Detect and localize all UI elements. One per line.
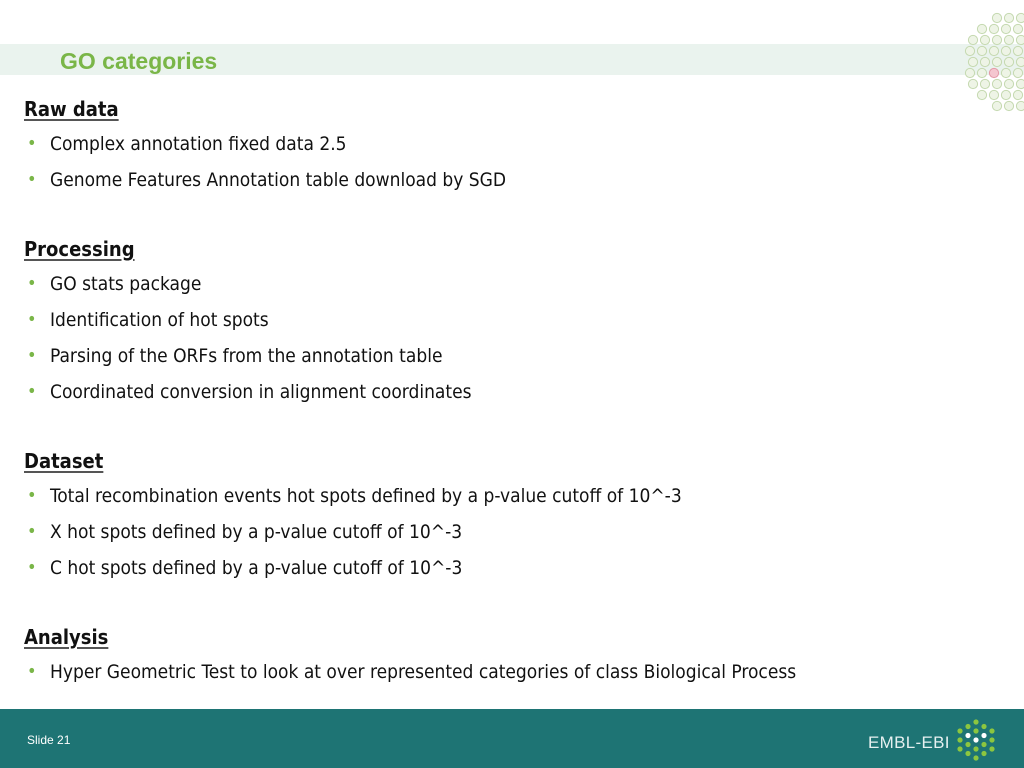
pattern-dot <box>1004 79 1013 88</box>
logo-dot <box>989 737 994 742</box>
footer-bar <box>0 709 1024 768</box>
pattern-dot <box>989 46 998 55</box>
logo-dot <box>973 755 978 760</box>
bullet-list <box>24 126 984 198</box>
pattern-dot <box>965 46 974 55</box>
section-dataset <box>24 444 984 586</box>
logo-dot <box>965 724 970 729</box>
pattern-dot <box>1001 68 1010 77</box>
bullet-dot-icon: • <box>27 345 37 366</box>
pattern-dot <box>1013 24 1022 33</box>
section-analysis <box>24 620 984 690</box>
pattern-dot <box>977 46 986 55</box>
list-item-text: X hot spots defined by a p-value cutoff of 10^-3 <box>50 521 463 543</box>
bullet-dot-icon: • <box>27 521 37 542</box>
pattern-dot <box>1004 35 1013 44</box>
bullet-dot-icon: • <box>27 485 37 506</box>
bullet-list <box>24 478 984 586</box>
logo-dot <box>965 733 970 738</box>
pattern-dot <box>1004 57 1013 66</box>
logo-dot <box>957 728 962 733</box>
bullet-dot-icon: • <box>27 273 37 294</box>
pattern-dot <box>989 24 998 33</box>
logo-dot <box>965 742 970 747</box>
list-item-text: Complex annotation fixed data 2.5 <box>50 133 347 155</box>
pattern-dot <box>1013 90 1022 99</box>
section-heading: Raw data <box>24 97 119 121</box>
pattern-dot <box>992 57 1001 66</box>
pattern-dot <box>989 90 998 99</box>
bullet-dot-icon: • <box>27 381 37 402</box>
bullet-list <box>24 266 984 410</box>
bullet-dot-icon: • <box>27 133 37 154</box>
list-item-text: Hyper Geometric Test to look at over represented categories of class Biological Process <box>50 661 797 683</box>
pattern-dot <box>968 79 977 88</box>
list-item <box>24 550 984 586</box>
list-item-text: Genome Features Annotation table download by SGD <box>50 169 507 191</box>
bullet-dot-icon: • <box>27 661 37 682</box>
pattern-dot <box>1013 68 1022 77</box>
pattern-dot <box>1016 101 1024 110</box>
pattern-dot <box>1016 57 1024 66</box>
pattern-dot <box>1004 101 1013 110</box>
logo-dot <box>981 733 986 738</box>
logo-dot <box>973 737 978 742</box>
section-heading: Processing <box>24 237 135 261</box>
pattern-dot <box>1001 90 1010 99</box>
list-item-text: Coordinated conversion in alignment coordinates <box>50 381 472 403</box>
pattern-dot <box>1001 24 1010 33</box>
list-item-text: C hot spots defined by a p-value cutoff of 10^-3 <box>50 557 463 579</box>
logo-dot <box>989 728 994 733</box>
pattern-dot <box>980 35 989 44</box>
pattern-dot <box>980 79 989 88</box>
list-item <box>24 478 984 514</box>
logo-dot <box>981 724 986 729</box>
pattern-dot <box>992 101 1001 110</box>
pattern-dot <box>977 68 986 77</box>
pattern-dot <box>965 68 974 77</box>
list-item-text: Identification of hot spots <box>50 309 269 331</box>
slide-title: GO categories <box>60 48 218 74</box>
pattern-dot <box>968 57 977 66</box>
logo-dot <box>973 719 978 724</box>
list-item-text: GO stats package <box>50 273 202 295</box>
list-item <box>24 266 984 302</box>
logo-dot <box>965 751 970 756</box>
logo-dot <box>957 746 962 751</box>
pattern-dot <box>980 57 989 66</box>
list-item-text: Total recombination events hot spots defined by a p-value cutoff of 10^-3 <box>50 485 682 507</box>
pattern-dot <box>992 13 1001 22</box>
list-item <box>24 338 984 374</box>
pattern-dot <box>1004 13 1013 22</box>
list-item <box>24 654 984 690</box>
pattern-dot <box>992 79 1001 88</box>
brand-name: EMBL-EBI <box>868 733 950 752</box>
list-item <box>24 162 984 198</box>
pattern-dot <box>1016 13 1024 22</box>
section-raw-data <box>24 92 984 198</box>
logo-dot <box>973 746 978 751</box>
list-item <box>24 302 984 338</box>
pattern-dot <box>992 35 1001 44</box>
bullet-dot-icon: • <box>27 557 37 578</box>
list-item <box>24 514 984 550</box>
logo-dot <box>981 742 986 747</box>
pattern-dot <box>1016 35 1024 44</box>
bullet-dot-icon: • <box>27 169 37 190</box>
pattern-dot <box>1013 46 1022 55</box>
bullet-list <box>24 654 984 690</box>
pattern-dot <box>1001 46 1010 55</box>
embl-ebi-logo-icon <box>954 715 998 765</box>
pattern-dot <box>968 35 977 44</box>
section-heading: Analysis <box>24 625 109 649</box>
section-processing <box>24 232 984 410</box>
slide-number: Slide 21 <box>27 733 71 747</box>
pattern-dot <box>989 68 998 77</box>
logo-dot <box>981 751 986 756</box>
logo-dot <box>989 746 994 751</box>
logo-dot <box>957 737 962 742</box>
list-item-text: Parsing of the ORFs from the annotation table <box>50 345 443 367</box>
slide-content <box>24 92 984 724</box>
pattern-dot <box>977 24 986 33</box>
list-item <box>24 126 984 162</box>
pattern-dot <box>1016 79 1024 88</box>
logo-dot <box>973 728 978 733</box>
bullet-dot-icon: • <box>27 309 37 330</box>
list-item <box>24 374 984 410</box>
section-heading: Dataset <box>24 449 104 473</box>
